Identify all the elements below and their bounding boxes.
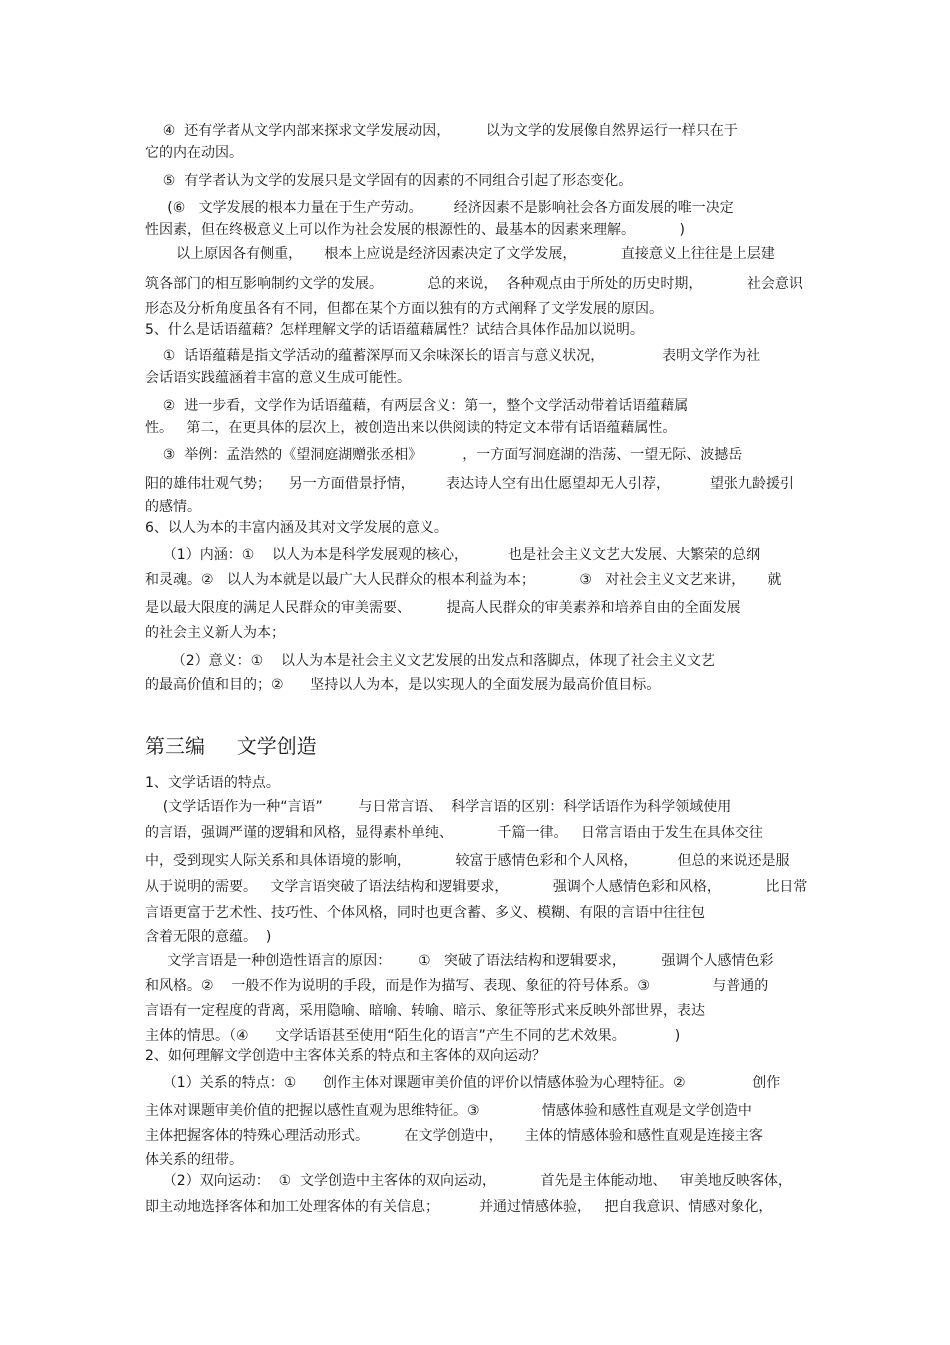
text-line: 6、以人为本的丰富内涵及其对文学发展的意义。 <box>145 520 448 536</box>
text-line: 5、什么是话语蕴藉？怎样理解文学的话语蕴藉属性？试结合具体作品加以说明。 <box>145 322 644 338</box>
text-line: 的最高价值和目的；② 坚持以人为本，是以实现人的全面发展为最高价值目标。 <box>145 677 661 693</box>
text-line: 会话语实践蕴涵着丰富的意义生成可能性。 <box>145 370 411 386</box>
text-line: 主体的情思。（④ 文学话语甚至使用“陌生化的语言”产生不同的艺术效果。 ) <box>145 1028 681 1044</box>
section-heading: 第三编 文学创造 <box>145 734 317 758</box>
text-line: 含着无限的意蕴。 ) <box>145 929 272 945</box>
text-line: 2、如何理解文学创造中主客体关系的特点和主客体的双向运动？ <box>145 1048 546 1064</box>
text-line: （1）内涵：① 以人为本是科学发展观的核心， 也是社会主义文艺大发展、大繁荣的总纲 <box>145 547 761 563</box>
text-line: 筑各部门的相互影响制约文学的发展。 总的来说， 各种观点由于所处的历史时期， 社会意识 <box>145 276 803 292</box>
text-line: 的社会主义新人为本； <box>145 625 285 641</box>
text-line: 言语有一定程度的背离，采用隐喻、暗喻、转喻、暗示、象征等形式来反映外部世界，表达 <box>145 1003 705 1019</box>
text-line: 阳的雄伟壮观气势； 另一方面借景抒情， 表达诗人空有出仕愿望却无人引荐， 望张九龄援引 <box>145 476 795 492</box>
text-line: 从于说明的需要。 文学言语突破了语法结构和逻辑要求， 强调个人感情色彩和风格， 比日常 <box>145 879 808 895</box>
text-line: 中，受到现实人际关系和具体语境的影响， 较富于感情色彩和个人风格， 但总的来说还是服 <box>145 853 790 869</box>
text-line: ① 话语蕴藉是指文学活动的蕴蓄深厚而又余味深长的语言与意义状况， 表明文学作为社 <box>145 348 761 364</box>
text-line: （2）意义：① 以人为本是社会主义文艺发展的出发点和落脚点，体现了社会主义文艺 <box>145 653 715 669</box>
text-line: 体关系的纽带。 <box>145 1152 243 1168</box>
text-line: ② 进一步看，文学作为话语蕴藉，有两层含义：第一，整个文学活动带着话语蕴藉属 <box>145 398 689 414</box>
text-line: ⑤ 有学者认为文学的发展只是文学固有的因素的不同组合引起了形态变化。 <box>145 173 633 189</box>
text-line: 性。 第二，在更具体的层次上，被创造出来以供阅读的特定文本带有话语蕴藉属性。 <box>145 420 677 436</box>
text-line: 以上原因各有侧重， 根本上应说是经济因素决定了文学发展， 直接意义上往往是上层建 <box>145 246 775 262</box>
text-line: 的感情。 <box>145 499 201 515</box>
text-line: ④ 还有学者从文学内部来探求文学发展动因， 以为文学的发展像自然界运行一样只在于 <box>145 123 738 139</box>
text-line: 形态及分析角度虽各有不同，但都在某个方面以独有的方式阐释了文学发展的原因。 <box>145 301 663 317</box>
text-line: 主体把握客体的特殊心理活动形式。 在文学创造中， 主体的情感体验和感性直观是连接主客 <box>145 1128 763 1144</box>
text-line: （1）关系的特点：① 创作主体对课题审美价值的评价以情感体验为心理特征。② 创作 <box>145 1075 781 1091</box>
text-line: 和风格。② 一般不作为说明的手段，而是作为描写、表现、象征的符号体系。③ 与普通的 <box>145 978 769 994</box>
text-line: ③ 举例：孟浩然的《望洞庭湖赠张丞相》 ，一方面写洞庭湖的浩荡、一望无际、波撼岳 <box>145 447 743 463</box>
text-line: 文学言语是一种创造性语言的原因： ① 突破了语法结构和逻辑要求， 强调个人感情色彩 <box>145 953 774 969</box>
text-line: 主体对课题审美价值的把握以感性直观为思维特征。③ 情感体验和感性直观是文学创造中 <box>145 1103 752 1119</box>
text-line: 和灵魂。② 以人为本就是以最广大人民群众的根本利益为本； ③ 对社会主义文艺来讲， 就 <box>145 572 782 588</box>
text-line: (文学话语作为一种“言语” 与日常言语、 科学言语的区别：科学话语作为科学领域使用 <box>145 799 732 815</box>
text-line: （2）双向运动： ① 文学创造中主客体的双向运动， 首先是主体能动地、 审美地反映客体， <box>145 1173 792 1189</box>
text-line: 性因素，但在终极意义上可以作为社会发展的根源性的、最基本的因素来理解。 ) <box>145 222 685 238</box>
text-line: 它的内在动因。 <box>145 145 243 161</box>
text-line: 即主动地选择客体和加工处理客体的有关信息； 并通过情感体验， 把自我意识、情感对象化， <box>145 1199 773 1215</box>
text-line: 的言语，强调严谨的逻辑和风格，显得素朴单纯、 千篇一律。 日常言语由于发生在具体交往 <box>145 825 763 841</box>
text-line: 1、文学话语的特点。 <box>145 775 280 791</box>
text-line: 是以最大限度的满足人民群众的审美需要、 提高人民群众的审美素养和培养自由的全面发展 <box>145 600 741 616</box>
text-line: (⑥ 文学发展的根本力量在于生产劳动。 经济因素不是影响社会各方面发展的唯一决定 <box>145 200 734 216</box>
text-line: 言语更富于艺术性、技巧性、个体风格，同时也更含蓄、多义、模糊、有限的言语中往往包 <box>145 905 705 921</box>
